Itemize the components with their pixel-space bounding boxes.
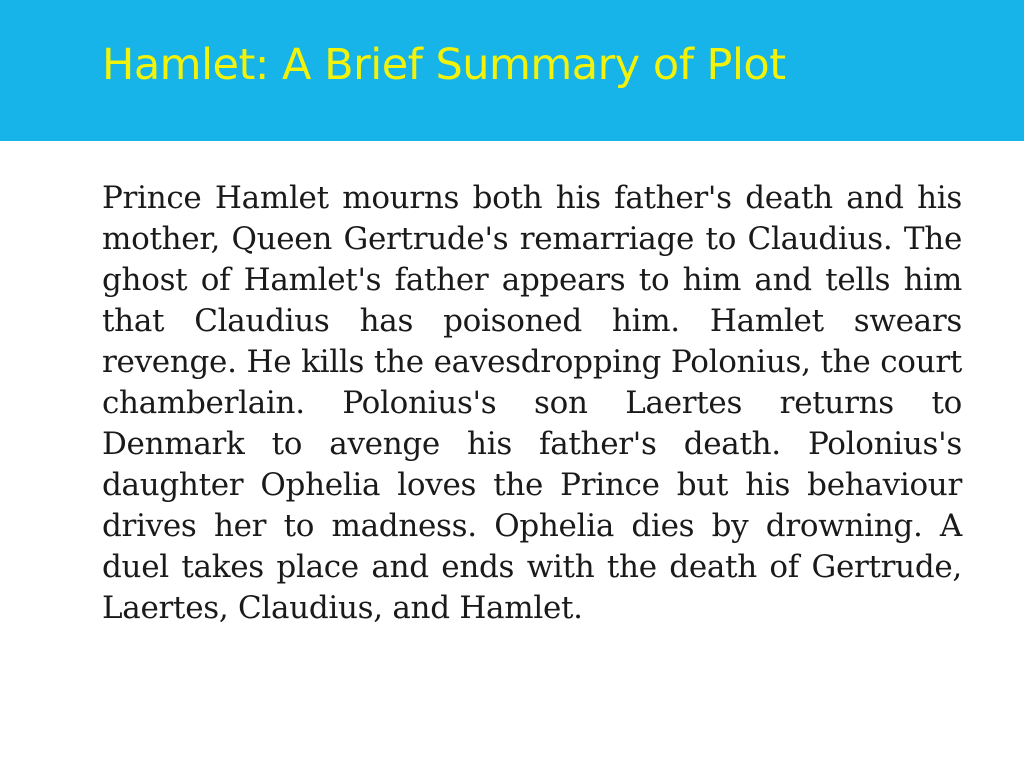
plot-summary-paragraph: Prince Hamlet mourns both his father's death and his mother, Queen Gertrude's remarriage to Claudius. The ghost of Hamlet's father appears to him and tells him that Claudius has poisoned him. Hamlet swears revenge. He kills the eavesdropping Polonius, the court chamberlain. Polonius's son Laertes returns to Denmark to avenge his father's death. Polonius's daughter Ophelia loves the Prince but his behaviour drives her to madness. Ophelia dies by drowning. A duel takes place and ends with the death of Gertrude, Laertes, Claudius, and Hamlet. <box>102 180 962 626</box>
slide-title: Hamlet: A Brief Summary of Plot <box>102 40 786 90</box>
title-bar <box>0 0 1024 141</box>
